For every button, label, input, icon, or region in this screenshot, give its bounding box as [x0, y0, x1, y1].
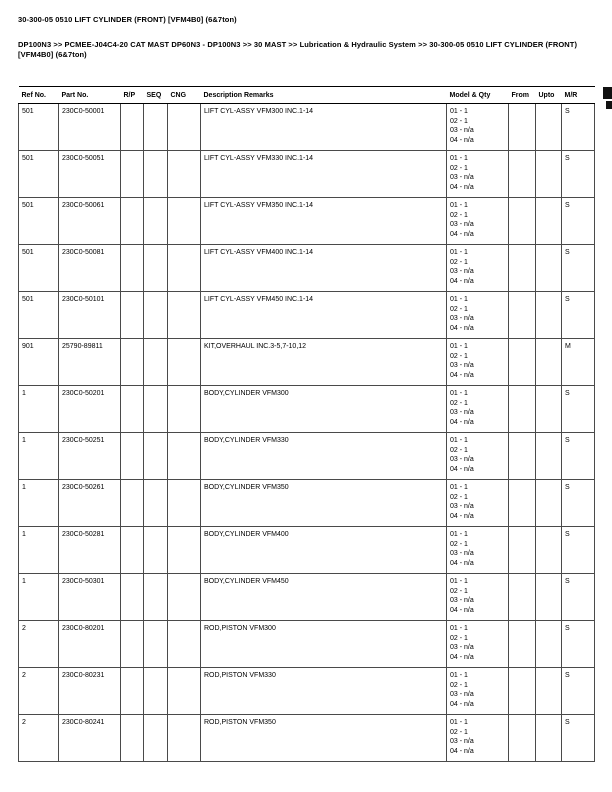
- ref-no-cell: 501: [19, 151, 59, 198]
- upto-cell: [536, 480, 562, 527]
- upto-cell: [536, 198, 562, 245]
- page-edge-mark: [606, 101, 612, 109]
- mr-cell: S: [562, 480, 595, 527]
- cng-cell: [168, 480, 201, 527]
- seq-cell: [144, 621, 168, 668]
- seq-cell: [144, 245, 168, 292]
- from-cell: [509, 433, 536, 480]
- model-qty-cell: 01 - 1 02 - 1 03 - n/a 04 - n/a: [447, 715, 509, 762]
- table-row: [19, 480, 595, 527]
- cng-cell: [168, 574, 201, 621]
- rp-cell: [121, 668, 144, 715]
- rp-cell: [121, 292, 144, 339]
- part-no-cell: 230C0-80231: [59, 668, 121, 715]
- table-row: [19, 151, 595, 198]
- cng-cell: [168, 339, 201, 386]
- cng-cell: [168, 245, 201, 292]
- mr-cell: S: [562, 621, 595, 668]
- cng-cell: [168, 151, 201, 198]
- rp-cell: [121, 715, 144, 762]
- from-cell: [509, 668, 536, 715]
- upto-cell: [536, 386, 562, 433]
- mr-cell: S: [562, 198, 595, 245]
- mr-cell: S: [562, 668, 595, 715]
- description-cell: LIFT CYL-ASSY VFM450 INC.1-14: [201, 292, 447, 339]
- mr-cell: S: [562, 386, 595, 433]
- from-cell: [509, 527, 536, 574]
- header-upto: Upto: [536, 87, 562, 104]
- mr-cell: S: [562, 715, 595, 762]
- part-no-cell: 230C0-50201: [59, 386, 121, 433]
- description-cell: LIFT CYL-ASSY VFM330 INC.1-14: [201, 151, 447, 198]
- upto-cell: [536, 574, 562, 621]
- description-cell: ROD,PISTON VFM350: [201, 715, 447, 762]
- model-qty-cell: 01 - 1 02 - 1 03 - n/a 04 - n/a: [447, 574, 509, 621]
- seq-cell: [144, 668, 168, 715]
- from-cell: [509, 104, 536, 151]
- table-row: [19, 668, 595, 715]
- rp-cell: [121, 104, 144, 151]
- description-cell: BODY,CYLINDER VFM300: [201, 386, 447, 433]
- cng-cell: [168, 386, 201, 433]
- model-qty-cell: 01 - 1 02 - 1 03 - n/a 04 - n/a: [447, 292, 509, 339]
- model-qty-cell: 01 - 1 02 - 1 03 - n/a 04 - n/a: [447, 527, 509, 574]
- cng-cell: [168, 621, 201, 668]
- mr-cell: S: [562, 292, 595, 339]
- seq-cell: [144, 480, 168, 527]
- from-cell: [509, 245, 536, 292]
- table-row: [19, 198, 595, 245]
- rp-cell: [121, 527, 144, 574]
- model-qty-cell: 01 - 1 02 - 1 03 - n/a 04 - n/a: [447, 245, 509, 292]
- part-no-cell: 230C0-50261: [59, 480, 121, 527]
- ref-no-cell: 501: [19, 292, 59, 339]
- table-row: [19, 433, 595, 480]
- ref-no-cell: 501: [19, 198, 59, 245]
- from-cell: [509, 386, 536, 433]
- model-qty-cell: 01 - 1 02 - 1 03 - n/a 04 - n/a: [447, 386, 509, 433]
- header-mr: M/R: [562, 87, 595, 104]
- description-cell: KIT,OVERHAUL INC.3-5,7-10,12: [201, 339, 447, 386]
- page-edge-mark: [603, 87, 612, 99]
- seq-cell: [144, 339, 168, 386]
- parts-table: [18, 86, 595, 762]
- model-qty-cell: 01 - 1 02 - 1 03 - n/a 04 - n/a: [447, 433, 509, 480]
- cng-cell: [168, 198, 201, 245]
- header-description: Description Remarks: [201, 87, 447, 104]
- model-qty-cell: 01 - 1 02 - 1 03 - n/a 04 - n/a: [447, 621, 509, 668]
- model-qty-cell: 01 - 1 02 - 1 03 - n/a 04 - n/a: [447, 480, 509, 527]
- description-cell: BODY,CYLINDER VFM450: [201, 574, 447, 621]
- mr-cell: S: [562, 433, 595, 480]
- cng-cell: [168, 104, 201, 151]
- upto-cell: [536, 621, 562, 668]
- seq-cell: [144, 198, 168, 245]
- ref-no-cell: 2: [19, 715, 59, 762]
- mr-cell: S: [562, 245, 595, 292]
- table-row: [19, 339, 595, 386]
- mr-cell: S: [562, 104, 595, 151]
- ref-no-cell: 901: [19, 339, 59, 386]
- description-cell: LIFT CYL-ASSY VFM350 INC.1-14: [201, 198, 447, 245]
- upto-cell: [536, 104, 562, 151]
- ref-no-cell: 1: [19, 527, 59, 574]
- model-qty-cell: 01 - 1 02 - 1 03 - n/a 04 - n/a: [447, 151, 509, 198]
- upto-cell: [536, 668, 562, 715]
- breadcrumb: DP100N3 >> PCMEE-J04C4-20 CAT MAST DP60N3 - DP100N3 >> 30 MAST >> Lubrication & Hydraulic System >> 30-300-05 0510 LIFT CYLINDER (FRONT) [VFM4B0] (6&7ton): [18, 40, 578, 59]
- from-cell: [509, 292, 536, 339]
- ref-no-cell: 1: [19, 433, 59, 480]
- rp-cell: [121, 151, 144, 198]
- rp-cell: [121, 574, 144, 621]
- model-qty-cell: 01 - 1 02 - 1 03 - n/a 04 - n/a: [447, 104, 509, 151]
- part-no-cell: 230C0-80201: [59, 621, 121, 668]
- from-cell: [509, 151, 536, 198]
- seq-cell: [144, 715, 168, 762]
- part-no-cell: 230C0-50301: [59, 574, 121, 621]
- header-model-qty: Model & Qty: [447, 87, 509, 104]
- upto-cell: [536, 433, 562, 480]
- seq-cell: [144, 527, 168, 574]
- part-no-cell: 230C0-50051: [59, 151, 121, 198]
- table-row: [19, 245, 595, 292]
- part-no-cell: 230C0-80241: [59, 715, 121, 762]
- cng-cell: [168, 433, 201, 480]
- from-cell: [509, 480, 536, 527]
- seq-cell: [144, 574, 168, 621]
- table-row: [19, 621, 595, 668]
- upto-cell: [536, 339, 562, 386]
- header-seq: SEQ: [144, 87, 168, 104]
- ref-no-cell: 2: [19, 668, 59, 715]
- seq-cell: [144, 104, 168, 151]
- rp-cell: [121, 245, 144, 292]
- ref-no-cell: 501: [19, 104, 59, 151]
- cng-cell: [168, 527, 201, 574]
- rp-cell: [121, 480, 144, 527]
- description-cell: BODY,CYLINDER VFM350: [201, 480, 447, 527]
- mr-cell: S: [562, 527, 595, 574]
- cng-cell: [168, 292, 201, 339]
- rp-cell: [121, 433, 144, 480]
- description-cell: LIFT CYL-ASSY VFM400 INC.1-14: [201, 245, 447, 292]
- table-row: [19, 574, 595, 621]
- part-no-cell: 230C0-50001: [59, 104, 121, 151]
- mr-cell: S: [562, 574, 595, 621]
- model-qty-cell: 01 - 1 02 - 1 03 - n/a 04 - n/a: [447, 668, 509, 715]
- cng-cell: [168, 668, 201, 715]
- upto-cell: [536, 292, 562, 339]
- model-qty-cell: 01 - 1 02 - 1 03 - n/a 04 - n/a: [447, 339, 509, 386]
- part-no-cell: 230C0-50251: [59, 433, 121, 480]
- table-row: [19, 715, 595, 762]
- from-cell: [509, 715, 536, 762]
- description-cell: ROD,PISTON VFM300: [201, 621, 447, 668]
- ref-no-cell: 2: [19, 621, 59, 668]
- table-row: [19, 386, 595, 433]
- seq-cell: [144, 151, 168, 198]
- description-cell: ROD,PISTON VFM330: [201, 668, 447, 715]
- part-no-cell: 230C0-50281: [59, 527, 121, 574]
- description-cell: BODY,CYLINDER VFM400: [201, 527, 447, 574]
- header-rp: R/P: [121, 87, 144, 104]
- mr-cell: M: [562, 339, 595, 386]
- header-ref-no: Ref No.: [19, 87, 59, 104]
- rp-cell: [121, 621, 144, 668]
- ref-no-cell: 1: [19, 574, 59, 621]
- from-cell: [509, 339, 536, 386]
- mr-cell: S: [562, 151, 595, 198]
- seq-cell: [144, 292, 168, 339]
- table-header-row: [19, 87, 595, 104]
- upto-cell: [536, 151, 562, 198]
- part-no-cell: 230C0-50101: [59, 292, 121, 339]
- part-no-cell: 230C0-50061: [59, 198, 121, 245]
- cng-cell: [168, 715, 201, 762]
- from-cell: [509, 621, 536, 668]
- description-cell: BODY,CYLINDER VFM330: [201, 433, 447, 480]
- table-row: [19, 527, 595, 574]
- ref-no-cell: 1: [19, 386, 59, 433]
- seq-cell: [144, 433, 168, 480]
- model-qty-cell: 01 - 1 02 - 1 03 - n/a 04 - n/a: [447, 198, 509, 245]
- from-cell: [509, 198, 536, 245]
- seq-cell: [144, 386, 168, 433]
- table-row: [19, 104, 595, 151]
- header-cng: CNG: [168, 87, 201, 104]
- from-cell: [509, 574, 536, 621]
- table-row: [19, 292, 595, 339]
- description-cell: LIFT CYL-ASSY VFM300 INC.1-14: [201, 104, 447, 151]
- upto-cell: [536, 527, 562, 574]
- header-from: From: [509, 87, 536, 104]
- rp-cell: [121, 198, 144, 245]
- ref-no-cell: 501: [19, 245, 59, 292]
- part-no-cell: 25790-89811: [59, 339, 121, 386]
- rp-cell: [121, 386, 144, 433]
- rp-cell: [121, 339, 144, 386]
- upto-cell: [536, 715, 562, 762]
- ref-no-cell: 1: [19, 480, 59, 527]
- part-no-cell: 230C0-50081: [59, 245, 121, 292]
- parts-table-body: [19, 104, 595, 762]
- header-part-no: Part No.: [59, 87, 121, 104]
- upto-cell: [536, 245, 562, 292]
- page-title: 30-300-05 0510 LIFT CYLINDER (FRONT) [VFM4B0] (6&7ton): [18, 15, 237, 24]
